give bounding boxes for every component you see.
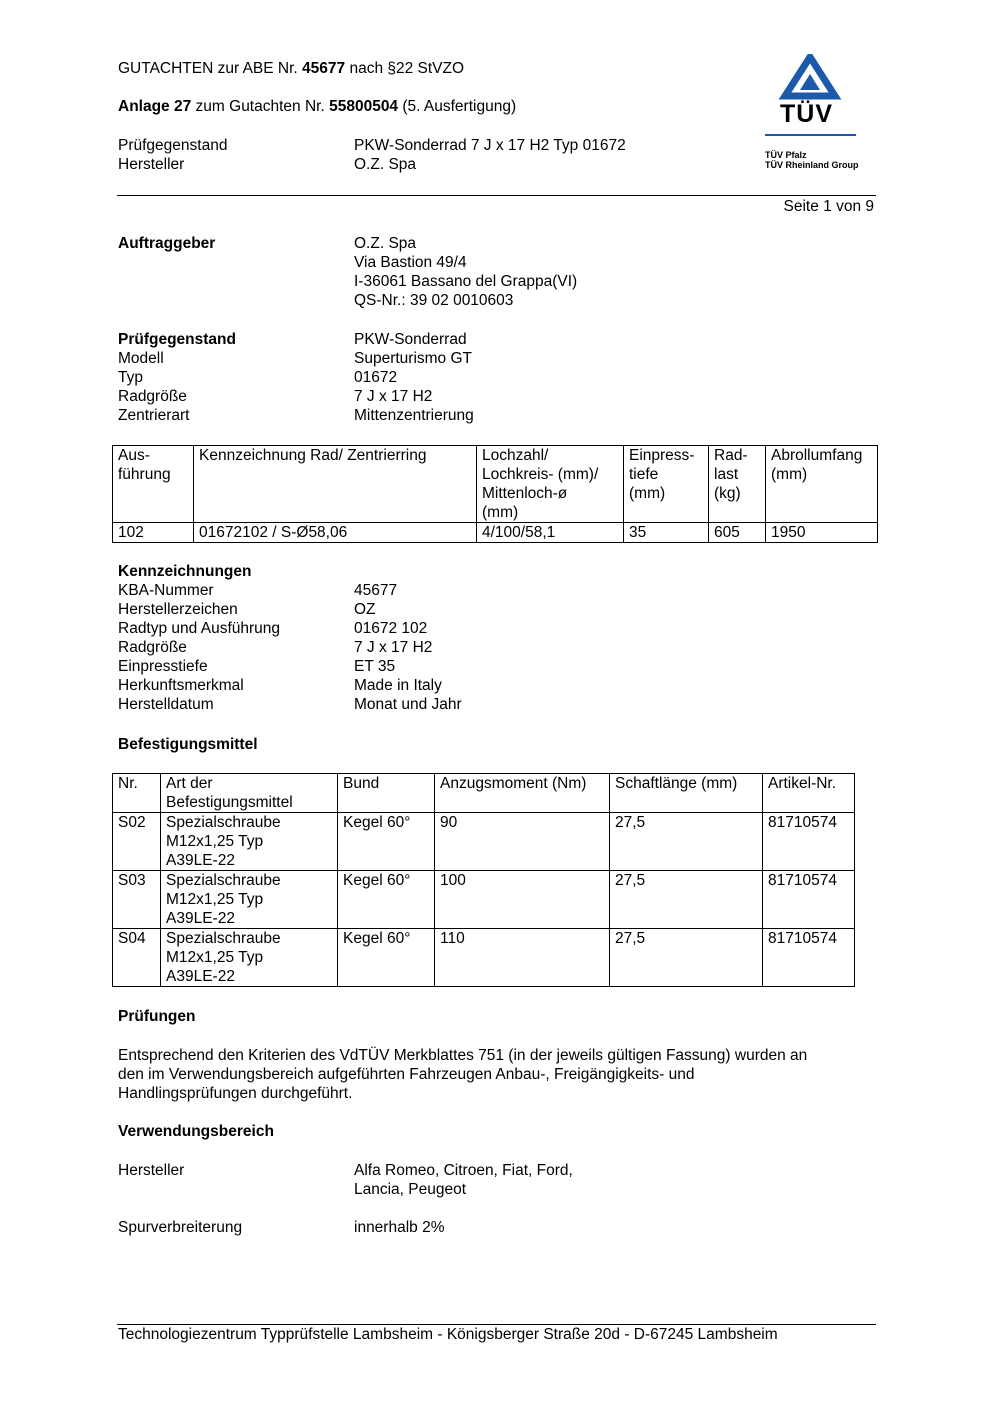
kz-value: 7 J x 17 H2 [354,639,433,656]
table-cell: 81710574 [763,871,855,929]
table-cell: 110 [435,929,610,987]
table-header-row [113,774,855,813]
pruefgegenstand-heading-value: PKW-Sonderrad [354,331,467,348]
verwendung-hersteller-line: Lancia, Peugeot [354,1181,467,1198]
pruef-value: Superturismo GT [354,350,473,367]
table-cell: 90 [435,813,610,871]
kz-label: Einpresstiefe [118,658,208,675]
table-cell: 27,5 [610,813,763,871]
table-cell: 100 [435,871,610,929]
table-cell: S02 [113,813,161,871]
pruef-label: Zentrierart [118,407,190,424]
spurverbreiterung-value: innerhalb 2% [354,1219,445,1236]
table-header-cell: Bund [338,774,435,813]
tuv-logo [760,54,860,174]
auftraggeber-line-1: O.Z. Spa [354,235,417,252]
pruef-label: Typ [118,369,143,386]
verwendung-hersteller-line: Alfa Romeo, Citroen, Fiat, Ford, [354,1162,573,1179]
pruef-value: Mittenzentrierung [354,407,474,424]
table-cell: Kegel 60° [338,813,435,871]
kz-value: OZ [354,601,376,618]
pruef-label: Radgröße [118,388,187,405]
table-cell: 01672102 / S-Ø58,06 [194,523,477,543]
kz-label: Herstelldatum [118,696,214,713]
header-pruef-label: Prüfgegenstand [118,137,228,154]
table-cell: Kegel 60° [338,871,435,929]
pruef-value: 01672 [354,369,398,386]
verwendung-hersteller-label: Hersteller [118,1162,185,1179]
logo-sub2: TÜV Rheinland Group [765,160,859,170]
header-divider [117,195,876,196]
table-cell: 102 [113,523,194,543]
kz-label: Herstellerzeichen [118,601,238,618]
verwendung-heading: Verwendungsbereich [118,1123,274,1140]
annex-line: Anlage 27 zum Gutachten Nr. 55800504 (5. Ausfertigung) [118,98,517,115]
table-cell: 81710574 [763,929,855,987]
auftraggeber-label: Auftraggeber [118,235,216,252]
table-cell: 81710574 [763,813,855,871]
table-cell: Spezialschraube M12x1,25 Typ A39LE-22 [161,813,338,871]
table-cell: Spezialschraube M12x1,25 Typ A39LE-22 [161,929,338,987]
pruef-label: Modell [118,350,164,367]
table-row [113,929,855,987]
table-header-cell: Abrollumfang (mm) [766,446,878,523]
table-cell: S03 [113,871,161,929]
page-number: Seite 1 von 9 [783,198,874,215]
pruef-value: 7 J x 17 H2 [354,388,433,405]
pruefungen-heading: Prüfungen [118,1008,196,1025]
kz-value: ET 35 [354,658,396,675]
table-cell: 35 [624,523,709,543]
kz-value: 45677 [354,582,398,599]
kz-value: Monat und Jahr [354,696,462,713]
table-row [113,813,855,871]
kz-label: Herkunftsmerkmal [118,677,244,694]
doc-title-line: GUTACHTEN zur ABE Nr. 45677 nach §22 StVZO [118,60,465,77]
logo-name: TÜV [780,100,833,128]
table-header-cell: Schaftlänge (mm) [610,774,763,813]
table-header-cell: Anzugsmoment (Nm) [435,774,610,813]
table-cell: 1950 [766,523,878,543]
kz-value: Made in Italy [354,677,442,694]
table-cell: S04 [113,929,161,987]
header-pruef-value: PKW-Sonderrad 7 J x 17 H2 Typ 01672 [354,137,626,154]
pruefungen-text-line: Entsprechend den Kriterien des VdTÜV Merkblattes 751 (in der jeweils gültigen Fassung) wurden an [118,1047,808,1064]
pruefungen-text-line: Handlingsprüfungen durchgeführt. [118,1085,353,1102]
table-cell: Kegel 60° [338,929,435,987]
kennzeichnungen-heading: Kennzeichnungen [118,563,252,580]
tuv-triangle-icon [760,54,860,104]
rad-table [112,445,878,543]
table-row [113,871,855,929]
table-row [113,523,878,543]
table-header-cell: Rad- last (kg) [709,446,766,523]
table-cell: 4/100/58,1 [477,523,624,543]
header-hersteller-value: O.Z. Spa [354,156,417,173]
kz-label: Radtyp und Ausführung [118,620,281,637]
kz-value: 01672 102 [354,620,428,637]
table-header-cell: Aus- führung [113,446,194,523]
logo-sub1: TÜV Pfalz [765,150,807,160]
spurverbreiterung-label: Spurverbreiterung [118,1219,243,1236]
header-hersteller-label: Hersteller [118,156,185,173]
footer-address: Technologiezentrum Typprüfstelle Lambsheim - Königsberger Straße 20d - D-67245 Lambsheim [118,1326,778,1343]
table-cell: Spezialschraube M12x1,25 Typ A39LE-22 [161,871,338,929]
befestigung-table [112,773,855,987]
auftraggeber-line-2: Via Bastion 49/4 [354,254,467,271]
logo-underline [765,134,856,136]
kz-label: KBA-Nummer [118,582,214,599]
table-header-cell: Art der Befestigungsmittel [161,774,338,813]
auftraggeber-line-3: I-36061 Bassano del Grappa(VI) [354,273,578,290]
kz-label: Radgröße [118,639,187,656]
pruefungen-text-line: den im Verwendungsbereich aufgeführten Fahrzeugen Anbau-, Freigängigkeits- und [118,1066,695,1083]
table-header-cell: Einpress- tiefe (mm) [624,446,709,523]
table-header-cell: Nr. [113,774,161,813]
table-header-cell: Kennzeichnung Rad/ Zentrierring [194,446,477,523]
table-cell: 27,5 [610,929,763,987]
table-header-row [113,446,878,523]
table-cell: 27,5 [610,871,763,929]
auftraggeber-line-4: QS-Nr.: 39 02 0010603 [354,292,514,309]
table-header-cell: Artikel-Nr. [763,774,855,813]
befestigung-heading: Befestigungsmittel [118,736,258,753]
table-header-cell: Lochzahl/ Lochkreis- (mm)/ Mittenloch-ø (mm) [477,446,624,523]
table-cell: 605 [709,523,766,543]
pruefgegenstand-heading: Prüfgegenstand [118,331,236,348]
